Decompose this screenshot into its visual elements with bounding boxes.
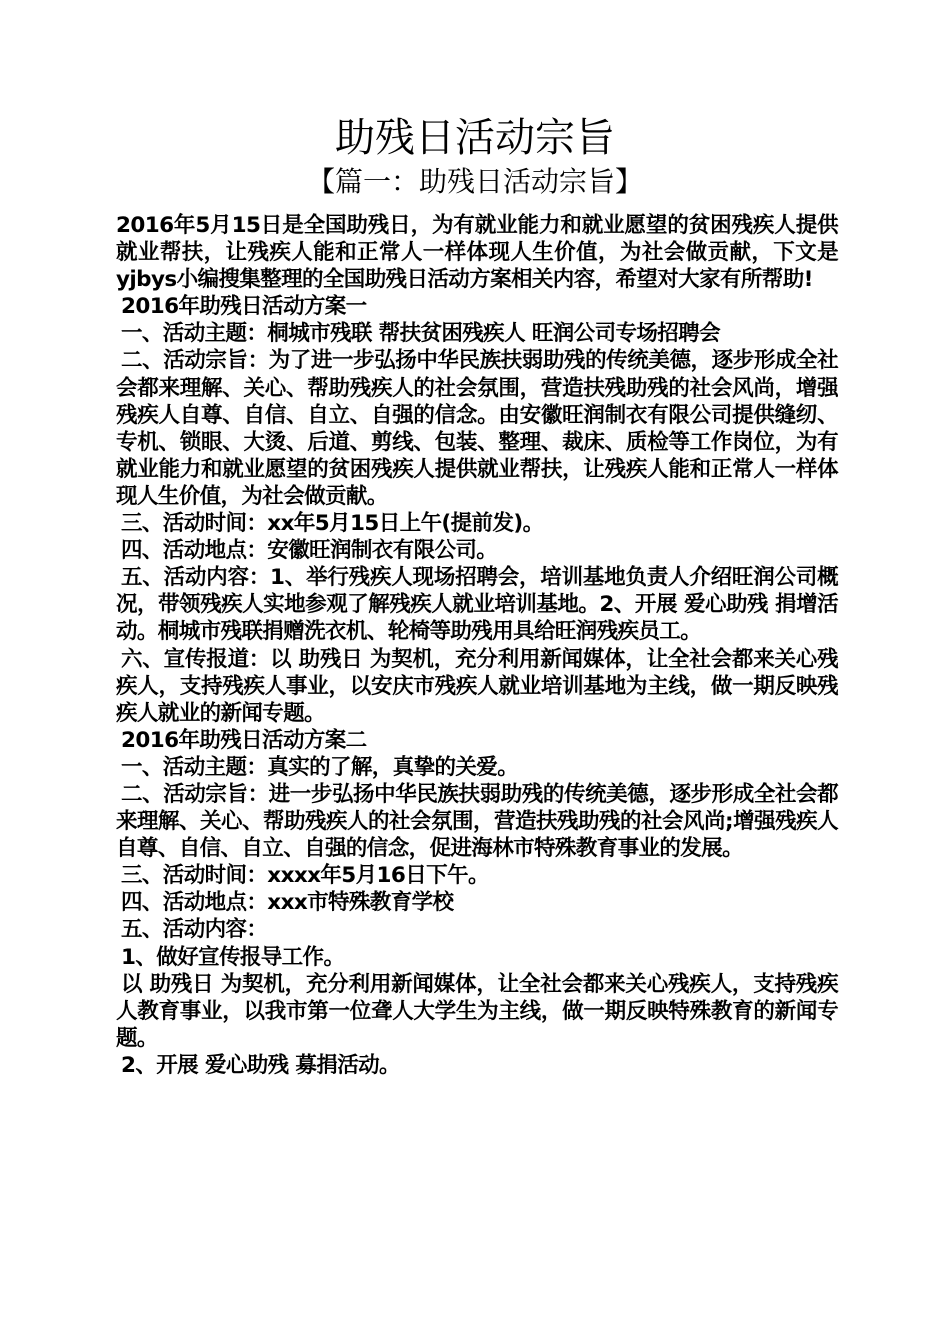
plan-one-location: 四、活动地点：安徽旺润制衣有限公司。 [121,538,498,564]
plan-two-heading: 2016年助残日活动方案二 [121,727,367,753]
plan-two-item-two: 2、开展 爱心助残 募捐活动。 [121,1052,400,1078]
plan-one-time: 三、活动时间：xx年5月15日上午(提前发)。 [121,511,544,537]
plan-two-time: 三、活动时间：xxxx年5月16日下午。 [121,863,489,889]
plan-two-content-heading: 五、活动内容： [121,917,268,943]
plan-one-theme: 一、活动主题：桐城市残联 帮扶贫困残疾人 旺润公司专场招聘会 [121,321,720,347]
document-title: 助残日活动宗旨 [335,115,615,161]
plan-two-location: 四、活动地点：xxx市特殊教育学校 [121,890,454,916]
intro-paragraph: 2016年5月15日是全国助残日，为有就业能力和就业愿望的贫困残疾人提供就业帮扶，让残疾人能和正常人一样体现人生价值，为社会做贡献，下文是yjbys小编搜集整理的全国助残日活动方案相关内容，希望对大家有所帮助! [116,213,838,293]
plan-two-theme: 一、活动主题：真实的了解，真挚的关爱。 [121,754,519,780]
plan-one-content: 五、活动内容：1、举行残疾人现场招聘会，培训基地负责人介绍旺润公司概况，带领残疾人实地参观了解残疾人就业培训基地。2、开展 爱心助残 捐增活动。桐城市残联捐赠洗衣机、轮椅等助残用具给旺润残疾员工。 [116,565,838,645]
plan-one-publicity: 六、宣传报道：以 助残日 为契机，充分利用新闻媒体，让全社会都来关心残疾人，支持残疾人事业，以安庆市残疾人就业培训基地为主线，做一期反映残疾人就业的新闻专题。 [116,646,838,726]
document-subtitle: 【篇一：助残日活动宗旨】 [306,165,643,198]
plan-two-item-one: 1、做好宣传报导工作。 [121,944,345,970]
plan-two-item-one-detail: 以 助残日 为契机，充分利用新闻媒体，让全社会都来关心残疾人，支持残疾人教育事业，以我市第一位聋人大学生为主线，做一期反映特殊教育的新闻专题。 [116,971,838,1051]
document-body [116,212,838,1079]
plan-one-purpose: 二、活动宗旨：为了进一步弘扬中华民族扶弱助残的传统美德，逐步形成全社会都来理解、关心、帮助残疾人的社会氛围，营造扶残助残的社会风尚，增强残疾人自尊、自信、自立、自强的信念。由安徽旺润制衣有限公司提供缝纫、专机、锁眼、大烫、后道、剪线、包装、整理、裁床、质检等工作岗位，为有就业能力和就业愿望的贫困残疾人提供就业帮扶，让残疾人能和正常人一样体现人生价值，为社会做贡献。 [116,348,838,509]
plan-one-heading: 2016年助残日活动方案一 [121,294,367,320]
plan-two-purpose: 二、活动宗旨：进一步弘扬中华民族扶弱助残的传统美德，逐步形成全社会都来理解、关心、帮助残疾人的社会氛围，营造扶残助残的社会风尚;增强残疾人自尊、自信、自立、自强的信念，促进海林市特殊教育事业的发展。 [116,781,838,862]
